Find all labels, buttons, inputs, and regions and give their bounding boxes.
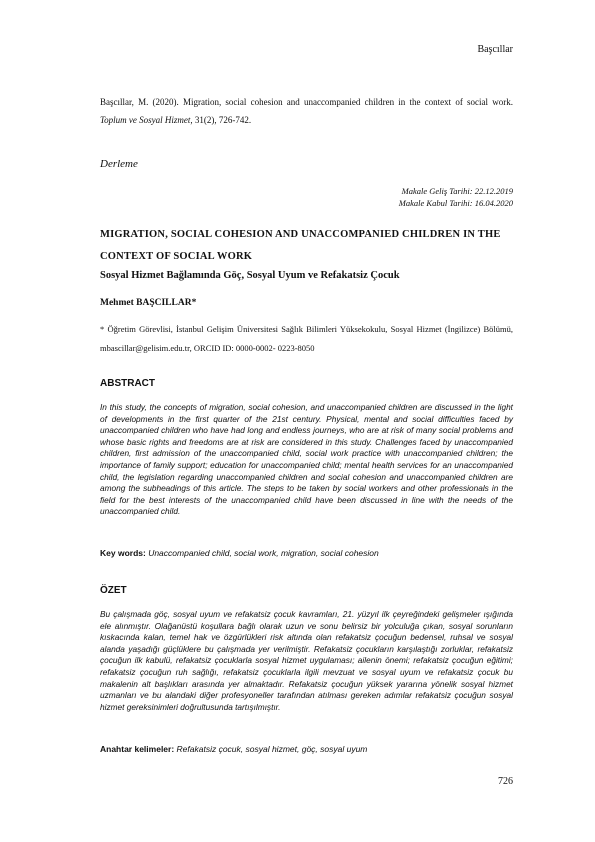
anahtar-kelimeler-label: Anahtar kelimeler: [100,744,175,754]
keywords-label: Key words: [100,548,146,558]
ozet-body: Bu çalışmada göç, sosyal uyum ve refakatsiz çocuk kavramları, 21. yüzyıl ilk çeyreğindeki gelişmeler ışığında ele alınmıştır. Olağanüstü koşullara bağlı olarak uzun ve sonu belirsiz bir yolculuğa çıkan, sosyal sorunların kıskacında kalan, temel hak ve özgürlükleri risk altında olan refakatsiz çocuğun bedensel, ruhsal ve sosyal alanda yaşadığı güçlüklere bu çalışmada yer verilmiştir. Refakatsiz çocukların karşılaştığı zorluklar, refakatsiz çocuğun ilk kabulü, refakatsiz çocuklarla sosyal hizmet uygulaması; ailenin önemi; refakatsiz çocuğun eğitimi; refakatsiz çocuğun ruh sağlığı, refakatsiz çocuklarla ilgili mevzuat ve sosyal uyum ve refakatsiz çocuk bu makalenin alt başlıkları arasında yer almaktadır. Refakatsiz çocuğun yüksek yararına yönelik sosyal hizmet uzmanları ve bu alandaki diğer profesyoneller tarafından atılması gereken adımlar refakatsiz çocuğun sosyal hizmet gereksinimleri doğrultusunda tartışılmıştır. [100,609,513,712]
citation-prefix: Başcıllar, M. (2020). Migration, social cohesion and unaccompanied children in the context of social work. [100,97,513,107]
author-affiliation: * Öğretim Görevlisi, İstanbul Gelişim Üniversitesi Sağlık Bilimleri Yüksekokulu, Sosyal Hizmet (İngilizce) Bölümü, mbascillar@gelisim.edu.tr, ORCID ID: 0000-0002- 0223-8050 [100,324,513,353]
article-type: Derleme [100,158,138,170]
abstract-body: In this study, the concepts of migration, social cohesion, and unaccompanied children are discussed in the light of developments in the first quarter of the 21st century. Physical, mental and social difficulties faced by unaccompanied children who have had long and endless journeys, who are at risk of many social problems and whose basic rights and freedoms are at risk are considered in this study. Challenges faced by unaccompanied children, first admission of the unaccompanied child, social work practice with unaccompanied children; the importance of family support; education for unaccompanied child; mental health services for an unaccompanied child, the legislation regarding unaccompanied children and social cohesion and unaccompanied children are among the subheadings of this article. The steps to be taken by social workers and other professionals in the field for the best interests of the unaccompanied child have been discussed in line with the needs of the unaccompanied child. [100,402,513,517]
citation [100,93,513,129]
title-english: MIGRATION, SOCIAL COHESION AND UNACCOMPANIED CHILDREN IN THE CONTEXT OF SOCIAL WORK [100,229,501,262]
keywords-text: Unaccompanied child, social work, migration, social cohesion [145,548,379,558]
running-head: Başcıllar [477,44,513,55]
citation-journal: Toplum ve Sosyal Hizmet, [100,115,193,125]
keywords-turkish [100,744,513,754]
keywords-english [100,548,513,558]
abstract-heading: ABSTRACT [100,378,155,389]
page-number: 726 [498,776,513,787]
anahtar-kelimeler-text: Refakatsiz çocuk, sosyal hizmet, göç, sosyal uyum [174,744,368,754]
accepted-date: Makale Kabul Tarihi: 16.04.2020 [398,198,513,208]
article-dates [399,185,513,209]
author: Mehmet BAŞCILLAR* [100,298,197,308]
title-turkish: Sosyal Hizmet Bağlamında Göç, Sosyal Uyum ve Refakatsiz Çocuk [100,270,400,281]
received-date: Makale Geliş Tarihi: 22.12.2019 [401,186,513,196]
citation-suffix: 31(2), 726-742. [192,115,252,125]
ozet-heading: ÖZET [100,585,127,596]
